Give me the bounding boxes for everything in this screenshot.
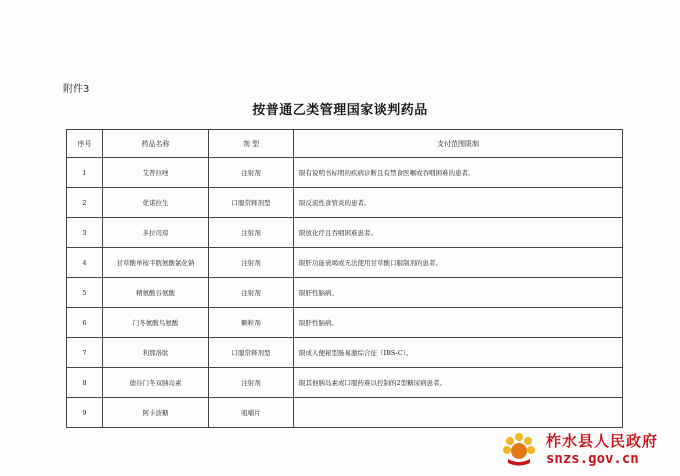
row-number: 9 bbox=[67, 398, 103, 428]
drug-name: 门冬氨酸鸟氨酸 bbox=[103, 308, 209, 338]
table-row bbox=[67, 248, 623, 278]
row-number: 7 bbox=[67, 338, 103, 368]
table-row bbox=[67, 398, 623, 428]
row-number: 4 bbox=[67, 248, 103, 278]
site-watermark bbox=[492, 424, 680, 476]
header-dosage-form: 剂 型 bbox=[209, 130, 294, 158]
drug-name: 优诺拉生 bbox=[103, 188, 209, 218]
table-row bbox=[67, 278, 623, 308]
drug-name: 德谷门冬双胰岛素 bbox=[103, 368, 209, 398]
payment-scope: 限肝功能衰竭或无法使用甘草酸口服制剂的患者。 bbox=[294, 248, 623, 278]
payment-scope: 限放化疗且吞咽困难患者。 bbox=[294, 218, 623, 248]
dosage-form: 注射剂 bbox=[209, 248, 294, 278]
drug-name: 甘草酸单铵半胱氨酸氯化钠 bbox=[103, 248, 209, 278]
row-number: 1 bbox=[67, 158, 103, 188]
dosage-form: 咀嚼片 bbox=[209, 398, 294, 428]
payment-scope: 限成人便秘型肠易激综合征（IBS-C）。 bbox=[294, 338, 623, 368]
payment-scope: 限其他胰岛素或口服药难以控制的2型糖尿病患者。 bbox=[294, 368, 623, 398]
header-number: 序号 bbox=[67, 130, 103, 158]
government-name: 柞水县人民政府 bbox=[546, 432, 659, 450]
table-row bbox=[67, 218, 623, 248]
dosage-form: 注射剂 bbox=[209, 368, 294, 398]
table-row bbox=[67, 338, 623, 368]
sun-flower-logo-icon bbox=[502, 432, 536, 466]
drug-name: 利那洛肽 bbox=[103, 338, 209, 368]
payment-scope bbox=[294, 398, 623, 428]
dosage-form: 注射剂 bbox=[209, 278, 294, 308]
drug-table bbox=[66, 129, 623, 428]
table-header-row bbox=[67, 130, 623, 158]
table-row bbox=[67, 158, 623, 188]
payment-scope: 限肝性脑病。 bbox=[294, 278, 623, 308]
document-title: 按普通乙类管理国家谈判药品 bbox=[252, 103, 428, 118]
row-number: 6 bbox=[67, 308, 103, 338]
dosage-form: 颗粒剂 bbox=[209, 308, 294, 338]
header-drug-name: 药品名称 bbox=[103, 130, 209, 158]
dosage-form: 口服常释剂型 bbox=[209, 188, 294, 218]
table-row bbox=[67, 188, 623, 218]
table-row bbox=[67, 308, 623, 338]
row-number: 8 bbox=[67, 368, 103, 398]
payment-scope: 限反流性食管炎的患者。 bbox=[294, 188, 623, 218]
payment-scope: 限有说明书标明的疾病诊断且有禁食医嘱或吞咽困难的患者。 bbox=[294, 158, 623, 188]
row-number: 2 bbox=[67, 188, 103, 218]
annex-label: 附件3 bbox=[63, 84, 90, 95]
drug-name: 多拉司琼 bbox=[103, 218, 209, 248]
dosage-form: 注射剂 bbox=[209, 158, 294, 188]
dosage-form: 口服常释剂型 bbox=[209, 338, 294, 368]
drug-name: 阿卡波糖 bbox=[103, 398, 209, 428]
table-row bbox=[67, 368, 623, 398]
row-number: 3 bbox=[67, 218, 103, 248]
drug-name: 精氨酸谷氨酸 bbox=[103, 278, 209, 308]
drug-name: 艾普拉唑 bbox=[103, 158, 209, 188]
government-url: snzs.gov.cn bbox=[546, 451, 639, 467]
dosage-form: 注射剂 bbox=[209, 218, 294, 248]
payment-scope: 限肝性脑病。 bbox=[294, 308, 623, 338]
row-number: 5 bbox=[67, 278, 103, 308]
header-payment-scope: 支付范围限制 bbox=[294, 130, 623, 158]
